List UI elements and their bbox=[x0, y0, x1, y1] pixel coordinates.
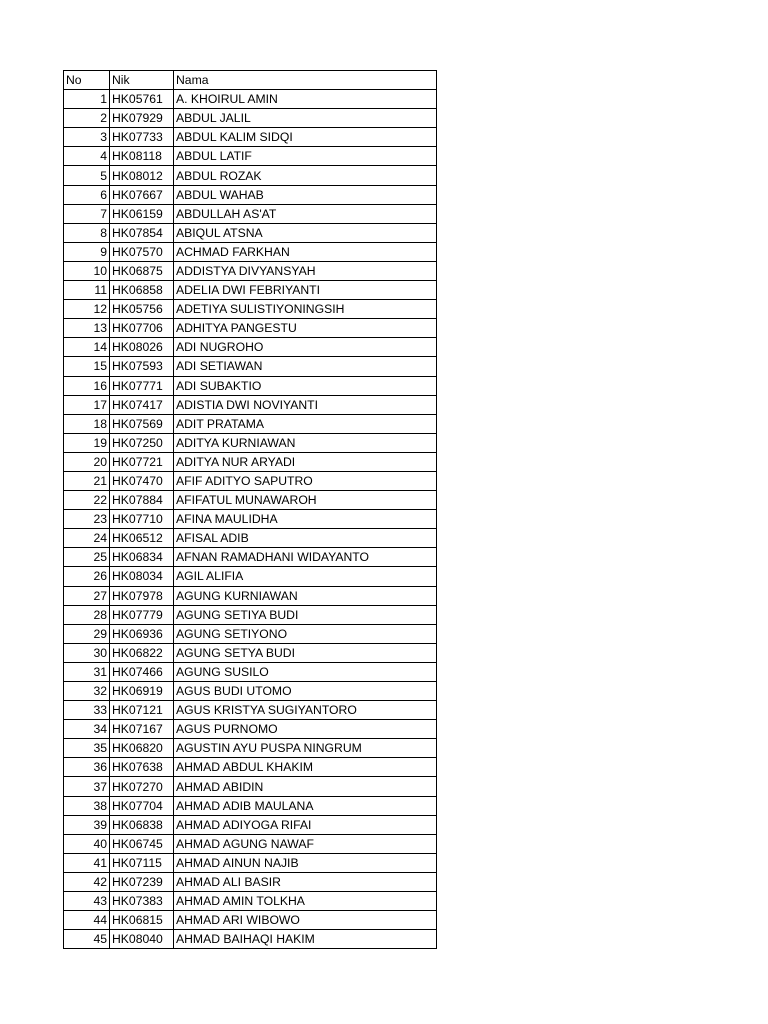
cell-no: 1 bbox=[64, 90, 110, 109]
table-row bbox=[64, 662, 437, 681]
cell-nama: ABDULLAH AS'AT bbox=[174, 204, 437, 223]
cell-nama: ADI SUBAKTIO bbox=[174, 376, 437, 395]
cell-no: 34 bbox=[64, 720, 110, 739]
table-row bbox=[64, 796, 437, 815]
table-row bbox=[64, 892, 437, 911]
cell-nama: AHMAD ADIB MAULANA bbox=[174, 796, 437, 815]
table-row bbox=[64, 720, 437, 739]
cell-nama: A. KHOIRUL AMIN bbox=[174, 90, 437, 109]
cell-nama: ADHITYA PANGESTU bbox=[174, 319, 437, 338]
table-row bbox=[64, 911, 437, 930]
table-row bbox=[64, 395, 437, 414]
header-nik: Nik bbox=[110, 71, 174, 90]
cell-nama: AHMAD ABIDIN bbox=[174, 777, 437, 796]
header-row bbox=[64, 71, 437, 90]
cell-nik: HK07250 bbox=[110, 433, 174, 452]
cell-nama: ABDUL WAHAB bbox=[174, 185, 437, 204]
cell-nik: HK07667 bbox=[110, 185, 174, 204]
cell-nama: AGUNG SETIYA BUDI bbox=[174, 605, 437, 624]
table-row bbox=[64, 300, 437, 319]
cell-nik: HK07470 bbox=[110, 471, 174, 490]
cell-no: 24 bbox=[64, 529, 110, 548]
table-row bbox=[64, 185, 437, 204]
table-row bbox=[64, 147, 437, 166]
cell-nik: HK07570 bbox=[110, 242, 174, 261]
cell-nama: ABIQUL ATSNA bbox=[174, 223, 437, 242]
cell-nik: HK07771 bbox=[110, 376, 174, 395]
cell-no: 19 bbox=[64, 433, 110, 452]
table-row bbox=[64, 624, 437, 643]
cell-no: 25 bbox=[64, 548, 110, 567]
cell-nama: ADISTIA DWI NOVIYANTI bbox=[174, 395, 437, 414]
table-row bbox=[64, 777, 437, 796]
cell-no: 15 bbox=[64, 357, 110, 376]
cell-no: 26 bbox=[64, 567, 110, 586]
cell-no: 35 bbox=[64, 739, 110, 758]
cell-nik: HK06745 bbox=[110, 834, 174, 853]
table-row bbox=[64, 90, 437, 109]
cell-nik: HK07733 bbox=[110, 128, 174, 147]
cell-no: 36 bbox=[64, 758, 110, 777]
cell-no: 4 bbox=[64, 147, 110, 166]
table-row bbox=[64, 739, 437, 758]
table-row bbox=[64, 815, 437, 834]
cell-no: 42 bbox=[64, 872, 110, 891]
cell-nik: HK06822 bbox=[110, 643, 174, 662]
table-body bbox=[64, 90, 437, 949]
cell-nama: AGUS PURNOMO bbox=[174, 720, 437, 739]
header-nama: Nama bbox=[174, 71, 437, 90]
cell-no: 31 bbox=[64, 662, 110, 681]
cell-nama: ADITYA KURNIAWAN bbox=[174, 433, 437, 452]
cell-no: 17 bbox=[64, 395, 110, 414]
cell-no: 20 bbox=[64, 452, 110, 471]
cell-nama: ADELIA DWI FEBRIYANTI bbox=[174, 281, 437, 300]
cell-nik: HK07779 bbox=[110, 605, 174, 624]
table-row bbox=[64, 930, 437, 949]
table-row bbox=[64, 529, 437, 548]
cell-no: 9 bbox=[64, 242, 110, 261]
cell-nik: HK05761 bbox=[110, 90, 174, 109]
cell-nama: AFINA MAULIDHA bbox=[174, 510, 437, 529]
cell-nama: AGUSTIN AYU PUSPA NINGRUM bbox=[174, 739, 437, 758]
cell-nama: AFIFATUL MUNAWAROH bbox=[174, 491, 437, 510]
cell-nik: HK06834 bbox=[110, 548, 174, 567]
cell-nama: AHMAD ABDUL KHAKIM bbox=[174, 758, 437, 777]
cell-no: 39 bbox=[64, 815, 110, 834]
table-row bbox=[64, 109, 437, 128]
table-row bbox=[64, 510, 437, 529]
cell-no: 22 bbox=[64, 491, 110, 510]
table-row bbox=[64, 605, 437, 624]
cell-nik: HK08034 bbox=[110, 567, 174, 586]
cell-nama: AHMAD ADIYOGA RIFAI bbox=[174, 815, 437, 834]
cell-no: 29 bbox=[64, 624, 110, 643]
cell-nik: HK06820 bbox=[110, 739, 174, 758]
cell-nik: HK07239 bbox=[110, 872, 174, 891]
cell-nik: HK07706 bbox=[110, 319, 174, 338]
cell-nik: HK08040 bbox=[110, 930, 174, 949]
cell-no: 44 bbox=[64, 911, 110, 930]
table-row bbox=[64, 376, 437, 395]
cell-nama: AHMAD ARI WIBOWO bbox=[174, 911, 437, 930]
spreadsheet-page bbox=[63, 70, 437, 949]
cell-no: 23 bbox=[64, 510, 110, 529]
cell-nik: HK08118 bbox=[110, 147, 174, 166]
cell-nik: HK07121 bbox=[110, 701, 174, 720]
cell-nik: HK06858 bbox=[110, 281, 174, 300]
cell-nik: HK07710 bbox=[110, 510, 174, 529]
table-row bbox=[64, 319, 437, 338]
cell-nama: ABDUL KALIM SIDQI bbox=[174, 128, 437, 147]
cell-no: 13 bbox=[64, 319, 110, 338]
table-row bbox=[64, 682, 437, 701]
table-row bbox=[64, 166, 437, 185]
cell-nama: AFISAL ADIB bbox=[174, 529, 437, 548]
cell-nik: HK07115 bbox=[110, 853, 174, 872]
table-row bbox=[64, 433, 437, 452]
cell-nik: HK07638 bbox=[110, 758, 174, 777]
cell-nik: HK07721 bbox=[110, 452, 174, 471]
table-row bbox=[64, 338, 437, 357]
cell-nik: HK06919 bbox=[110, 682, 174, 701]
table-row bbox=[64, 491, 437, 510]
table-row bbox=[64, 204, 437, 223]
cell-no: 28 bbox=[64, 605, 110, 624]
table-row bbox=[64, 223, 437, 242]
cell-no: 30 bbox=[64, 643, 110, 662]
cell-nik: HK07383 bbox=[110, 892, 174, 911]
cell-no: 38 bbox=[64, 796, 110, 815]
cell-nama: AHMAD BAIHAQI HAKIM bbox=[174, 930, 437, 949]
cell-nik: HK07569 bbox=[110, 414, 174, 433]
table-row bbox=[64, 853, 437, 872]
cell-nama: ABDUL ROZAK bbox=[174, 166, 437, 185]
cell-nama: AGUS KRISTYA SUGIYANTORO bbox=[174, 701, 437, 720]
cell-no: 12 bbox=[64, 300, 110, 319]
cell-no: 7 bbox=[64, 204, 110, 223]
cell-nama: AGUNG KURNIAWAN bbox=[174, 586, 437, 605]
cell-no: 3 bbox=[64, 128, 110, 147]
cell-nik: HK07884 bbox=[110, 491, 174, 510]
cell-nik: HK06875 bbox=[110, 261, 174, 280]
table-row bbox=[64, 834, 437, 853]
table-row bbox=[64, 414, 437, 433]
cell-no: 45 bbox=[64, 930, 110, 949]
cell-nama: AHMAD AINUN NAJIB bbox=[174, 853, 437, 872]
cell-nik: HK06815 bbox=[110, 911, 174, 930]
cell-no: 6 bbox=[64, 185, 110, 204]
cell-nik: HK07417 bbox=[110, 395, 174, 414]
cell-nama: ACHMAD FARKHAN bbox=[174, 242, 437, 261]
cell-nik: HK07978 bbox=[110, 586, 174, 605]
cell-nama: AFIF ADITYO SAPUTRO bbox=[174, 471, 437, 490]
table-row bbox=[64, 701, 437, 720]
cell-nik: HK07704 bbox=[110, 796, 174, 815]
cell-nik: HK08012 bbox=[110, 166, 174, 185]
table-row bbox=[64, 548, 437, 567]
cell-nama: AGUNG SETYA BUDI bbox=[174, 643, 437, 662]
cell-no: 37 bbox=[64, 777, 110, 796]
cell-no: 16 bbox=[64, 376, 110, 395]
cell-nama: ABDUL JALIL bbox=[174, 109, 437, 128]
cell-nama: AGUS BUDI UTOMO bbox=[174, 682, 437, 701]
cell-nik: HK07270 bbox=[110, 777, 174, 796]
table-row bbox=[64, 567, 437, 586]
table-row bbox=[64, 128, 437, 147]
table-row bbox=[64, 471, 437, 490]
cell-nik: HK07929 bbox=[110, 109, 174, 128]
cell-nama: AGUNG SETIYONO bbox=[174, 624, 437, 643]
cell-no: 43 bbox=[64, 892, 110, 911]
cell-nama: ADIT PRATAMA bbox=[174, 414, 437, 433]
cell-nama: ABDUL LATIF bbox=[174, 147, 437, 166]
cell-nama: ADITYA NUR ARYADI bbox=[174, 452, 437, 471]
cell-no: 33 bbox=[64, 701, 110, 720]
cell-nama: ADI NUGROHO bbox=[174, 338, 437, 357]
table-row bbox=[64, 357, 437, 376]
cell-nama: AHMAD AMIN TOLKHA bbox=[174, 892, 437, 911]
cell-no: 14 bbox=[64, 338, 110, 357]
cell-nik: HK06838 bbox=[110, 815, 174, 834]
cell-no: 41 bbox=[64, 853, 110, 872]
cell-nama: ADETIYA SULISTIYONINGSIH bbox=[174, 300, 437, 319]
cell-no: 2 bbox=[64, 109, 110, 128]
table-row bbox=[64, 242, 437, 261]
table-row bbox=[64, 261, 437, 280]
cell-nik: HK07466 bbox=[110, 662, 174, 681]
cell-nama: AHMAD ALI BASIR bbox=[174, 872, 437, 891]
cell-no: 8 bbox=[64, 223, 110, 242]
header-no: No bbox=[64, 71, 110, 90]
cell-no: 10 bbox=[64, 261, 110, 280]
cell-no: 5 bbox=[64, 166, 110, 185]
table-row bbox=[64, 452, 437, 471]
employee-table bbox=[63, 70, 437, 949]
cell-no: 40 bbox=[64, 834, 110, 853]
table-row bbox=[64, 872, 437, 891]
cell-no: 21 bbox=[64, 471, 110, 490]
cell-no: 11 bbox=[64, 281, 110, 300]
cell-nik: HK06159 bbox=[110, 204, 174, 223]
cell-nik: HK07854 bbox=[110, 223, 174, 242]
table-row bbox=[64, 586, 437, 605]
table-row bbox=[64, 643, 437, 662]
cell-nik: HK06936 bbox=[110, 624, 174, 643]
cell-no: 32 bbox=[64, 682, 110, 701]
cell-nama: AFNAN RAMADHANI WIDAYANTO bbox=[174, 548, 437, 567]
cell-nik: HK08026 bbox=[110, 338, 174, 357]
table-row bbox=[64, 281, 437, 300]
cell-nama: AGUNG SUSILO bbox=[174, 662, 437, 681]
cell-nama: AGIL ALIFIA bbox=[174, 567, 437, 586]
cell-nama: ADDISTYA DIVYANSYAH bbox=[174, 261, 437, 280]
cell-nik: HK07167 bbox=[110, 720, 174, 739]
cell-nik: HK06512 bbox=[110, 529, 174, 548]
cell-nik: HK05756 bbox=[110, 300, 174, 319]
cell-nama: ADI SETIAWAN bbox=[174, 357, 437, 376]
cell-nama: AHMAD AGUNG NAWAF bbox=[174, 834, 437, 853]
cell-no: 18 bbox=[64, 414, 110, 433]
cell-nik: HK07593 bbox=[110, 357, 174, 376]
cell-no: 27 bbox=[64, 586, 110, 605]
table-row bbox=[64, 758, 437, 777]
